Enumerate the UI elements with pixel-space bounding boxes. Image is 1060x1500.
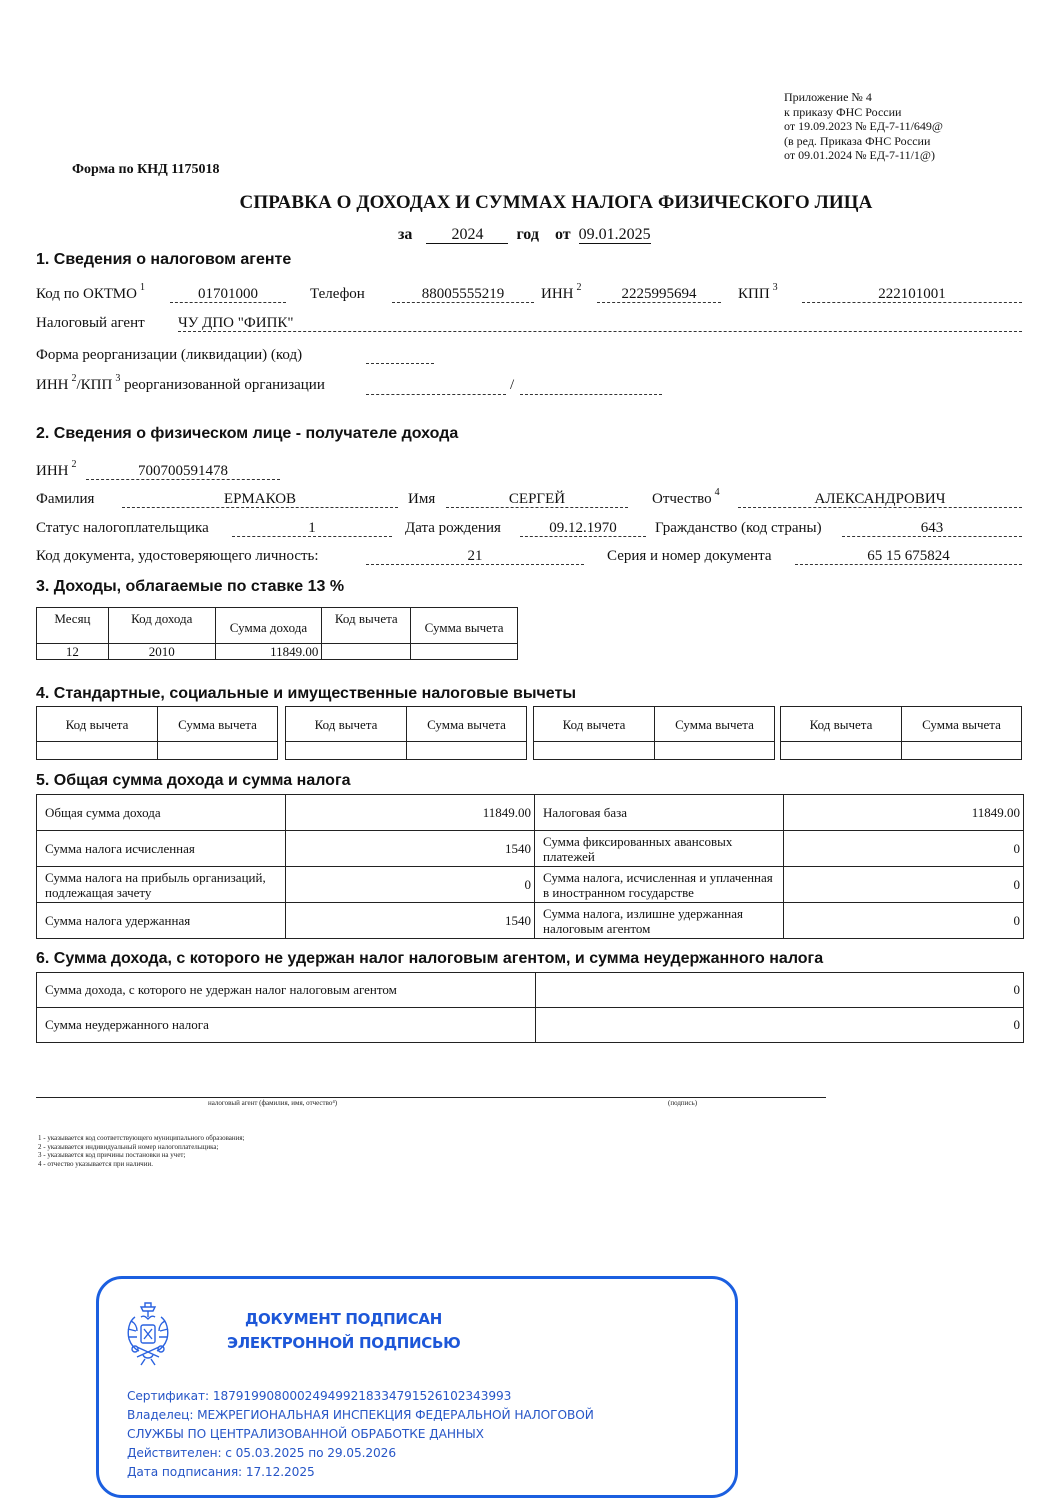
name-label: Имя (408, 491, 436, 507)
totals-table (36, 794, 1024, 939)
tax-withheld-value: 1540 (286, 903, 535, 939)
table-row (37, 1008, 1024, 1043)
kpp-field[interactable]: 222101001 (802, 285, 1022, 303)
russian-coat-of-arms-icon (125, 1299, 171, 1367)
cell-code (781, 742, 902, 760)
foreign-tax-value: 0 (784, 867, 1024, 903)
oktmo-field[interactable]: 01701000 (170, 285, 286, 303)
reorg-form-label: Форма реорганизации (ликвидации) (код) (36, 347, 303, 363)
footnote: 2 - указывается индивидуальный номер налогоплательщика; (38, 1142, 219, 1151)
cell-sum (655, 742, 775, 760)
table-row (37, 831, 1024, 867)
section6-heading: 6. Сумма дохода, с которого не удержан налог налоговым агентом, и сумма неудержанного налога (36, 950, 824, 967)
birth-label: Дата рождения (405, 520, 501, 536)
status-label: Статус налогоплательщика (36, 520, 209, 536)
person-inn-field[interactable]: 700700591478 (86, 462, 280, 480)
doc-number-label: Серия и номер документа (607, 548, 772, 564)
col-deduction-code: Код вычета (534, 707, 655, 742)
cell-sum (158, 742, 278, 760)
profit-tax-value: 0 (286, 867, 535, 903)
cell-deduction-code (322, 644, 411, 660)
year-value: 2024 (426, 226, 508, 244)
fixed-advance-label: Сумма фиксированных авансовых платежей (535, 831, 784, 867)
cell-deduction-sum (411, 644, 518, 660)
footnote: 4 - отчество указывается при наличии. (38, 1159, 153, 1168)
total-income-value: 11849.00 (286, 795, 535, 831)
unwithheld-tax-value: 0 (536, 1008, 1024, 1043)
birth-field[interactable]: 09.12.1970 (520, 519, 646, 537)
section5-heading: 5. Общая сумма дохода и сумма налога (36, 772, 351, 789)
unwithheld-income-value: 0 (536, 973, 1024, 1008)
table-row (37, 973, 1024, 1008)
section1-heading: 1. Сведения о налоговом агенте (36, 251, 292, 268)
reorg-slash: / (510, 377, 515, 393)
table-row (37, 644, 518, 660)
surname-label: Фамилия (36, 491, 95, 507)
oktmo-label: Код по ОКТМО $^1$ (36, 282, 145, 302)
table-row (286, 742, 527, 760)
doc-number-field[interactable]: 65 15 675824 (795, 547, 1022, 565)
col-deduction-sum: Сумма вычета (902, 707, 1022, 742)
tax-withheld-label: Сумма налога удержанная (37, 903, 286, 939)
inn-label: ИНН $^2$ (541, 282, 582, 302)
excess-withheld-value: 0 (784, 903, 1024, 939)
signature-line (36, 1097, 826, 1098)
tax-calculated-value: 1540 (286, 831, 535, 867)
table-row (37, 867, 1024, 903)
cell-sum (407, 742, 527, 760)
agent-name-field[interactable]: ЧУ ДПО "ФИПК" (178, 314, 1022, 332)
table-row (534, 742, 775, 760)
date-value: 09.01.2025 (578, 226, 651, 243)
surname-field[interactable]: ЕРМАКОВ (122, 490, 398, 508)
col-deduction-code: Код вычета (286, 707, 407, 742)
col-month: Месяц (37, 608, 109, 644)
cell-code (37, 742, 158, 760)
income-table (36, 607, 518, 660)
agent-inn-field[interactable]: 2225995694 (597, 285, 721, 303)
profit-tax-label: Сумма налога на прибыль организаций, подлежащая зачету (37, 867, 286, 903)
deduction-table-3 (533, 706, 775, 760)
appendix-note: Приложение № 4 к приказу ФНС России от 19.09.2023 № ЕД-7-11/649@ (в ред. Приказа ФНС России от 09.01.2024 № ЕД-7-11/1@) (784, 90, 943, 162)
year-label: год (516, 226, 539, 243)
col-deduction-code: Код вычета (322, 608, 411, 644)
cell-month: 12 (37, 644, 109, 660)
tax-calculated-label: Сумма налога исчисленная (37, 831, 286, 867)
col-deduction-sum: Сумма вычета (407, 707, 527, 742)
table-row (37, 742, 278, 760)
stamp-details (127, 1387, 594, 1482)
deduction-table-1 (36, 706, 278, 760)
col-income-sum: Сумма дохода (215, 608, 322, 644)
section3-heading: 3. Доходы, облагаемые по ставке 13 % (36, 578, 345, 595)
fixed-advance-value: 0 (784, 831, 1024, 867)
signature-caption: (подпись) (668, 1099, 698, 1107)
table-row (781, 742, 1022, 760)
for-label: за (398, 226, 413, 243)
doc-code-label: Код документа, удостоверяющего личность: (36, 548, 319, 564)
footnote: 3 - указывается код причины постановки на учет; (38, 1151, 186, 1159)
from-label: от (554, 226, 571, 243)
tax-base-value: 11849.00 (784, 795, 1024, 831)
cell-code (534, 742, 655, 760)
table-row (37, 795, 1024, 831)
agent-label: Налоговый агент (36, 315, 145, 331)
col-deduction-sum: Сумма вычета (411, 608, 518, 644)
unwithheld-table (36, 972, 1024, 1043)
reorg-inn-kpp-label: ИНН $^2$/КПП $^3$ реорганизованной организации (36, 373, 325, 393)
citizenship-field[interactable]: 643 (842, 519, 1022, 537)
section2-heading: 2. Сведения о физическом лице - получателе дохода (36, 425, 459, 442)
cell-sum (902, 742, 1022, 760)
phone-label: Телефон (310, 286, 365, 302)
doc-code-field[interactable]: 21 (366, 547, 584, 565)
signing-date: Дата подписания: 17.12.2025 (127, 1465, 315, 1479)
name-field[interactable]: СЕРГЕЙ (446, 490, 628, 508)
deduction-table-4 (780, 706, 1022, 760)
deduction-table-2 (285, 706, 527, 760)
footnote: 1 - указывается код соответствующего муниципального образования; (38, 1134, 245, 1142)
reorg-kpp-field[interactable] (520, 377, 662, 395)
cell-income-sum: 11849.00 (215, 644, 322, 660)
validity-period: Действителен: с 05.03.2025 по 29.05.2026 (127, 1446, 396, 1460)
unwithheld-income-label: Сумма дохода, с которого не удержан налог налоговым агентом (37, 973, 536, 1008)
reorg-inn-field[interactable] (366, 377, 506, 395)
certificate-number: Сертификат: 187919908000249499218334791526102343993 (127, 1389, 512, 1403)
foreign-tax-label: Сумма налога, исчисленная и уплаченная в иностранном государстве (535, 867, 784, 903)
reorg-form-field[interactable] (366, 346, 434, 364)
patronymic-label: Отчество $^4$ (652, 487, 720, 507)
col-deduction-sum: Сумма вычета (158, 707, 278, 742)
total-income-label: Общая сумма дохода (37, 795, 286, 831)
unwithheld-tax-label: Сумма неудержанного налога (37, 1008, 536, 1043)
income-table-header (37, 608, 518, 644)
col-deduction-sum: Сумма вычета (655, 707, 775, 742)
kpp-label: КПП $^3$ (738, 282, 778, 302)
cell-code (286, 742, 407, 760)
excess-withheld-label: Сумма налога, излишне удержанная налоговым агентом (535, 903, 784, 939)
document-title: СПРАВКА О ДОХОДАХ И СУММАХ НАЛОГА ФИЗИЧЕСКОГО ЛИЦА (239, 192, 873, 213)
cell-income-code: 2010 (108, 644, 215, 660)
agent-caption: налоговый агент (фамилия, имя, отчество⁴) (208, 1099, 338, 1107)
report-period (398, 226, 651, 244)
tax-base-label: Налоговая база (535, 795, 784, 831)
stamp-title: ДОКУМЕНТ ПОДПИСАН ЭЛЕКТРОННОЙ ПОДПИСЬЮ (227, 1310, 461, 1352)
form-code: Форма по КНД 1175018 (72, 162, 220, 177)
patronymic-field[interactable]: АЛЕКСАНДРОВИЧ (738, 490, 1022, 508)
owner-line-1: Владелец: МЕЖРЕГИОНАЛЬНАЯ ИНСПЕКЦИЯ ФЕДЕРАЛЬНОЙ НАЛОГОВОЙ (127, 1408, 594, 1422)
person-inn-label: ИНН $^2$ (36, 459, 77, 479)
phone-field[interactable]: 88005555219 (392, 285, 534, 303)
status-field[interactable]: 1 (232, 519, 392, 537)
footnotes (38, 1134, 245, 1168)
col-deduction-code: Код вычета (781, 707, 902, 742)
owner-line-2: СЛУЖБЫ ПО ЦЕНТРАЛИЗОВАННОЙ ОБРАБОТКЕ ДАННЫХ (127, 1427, 484, 1441)
col-deduction-code: Код вычета (37, 707, 158, 742)
section4-heading: 4. Стандартные, социальные и имущественные налоговые вычеты (36, 685, 576, 702)
e-signature-stamp (96, 1276, 738, 1498)
table-row (37, 903, 1024, 939)
citizenship-label: Гражданство (код страны) (655, 520, 822, 536)
col-income-code: Код дохода (108, 608, 215, 644)
